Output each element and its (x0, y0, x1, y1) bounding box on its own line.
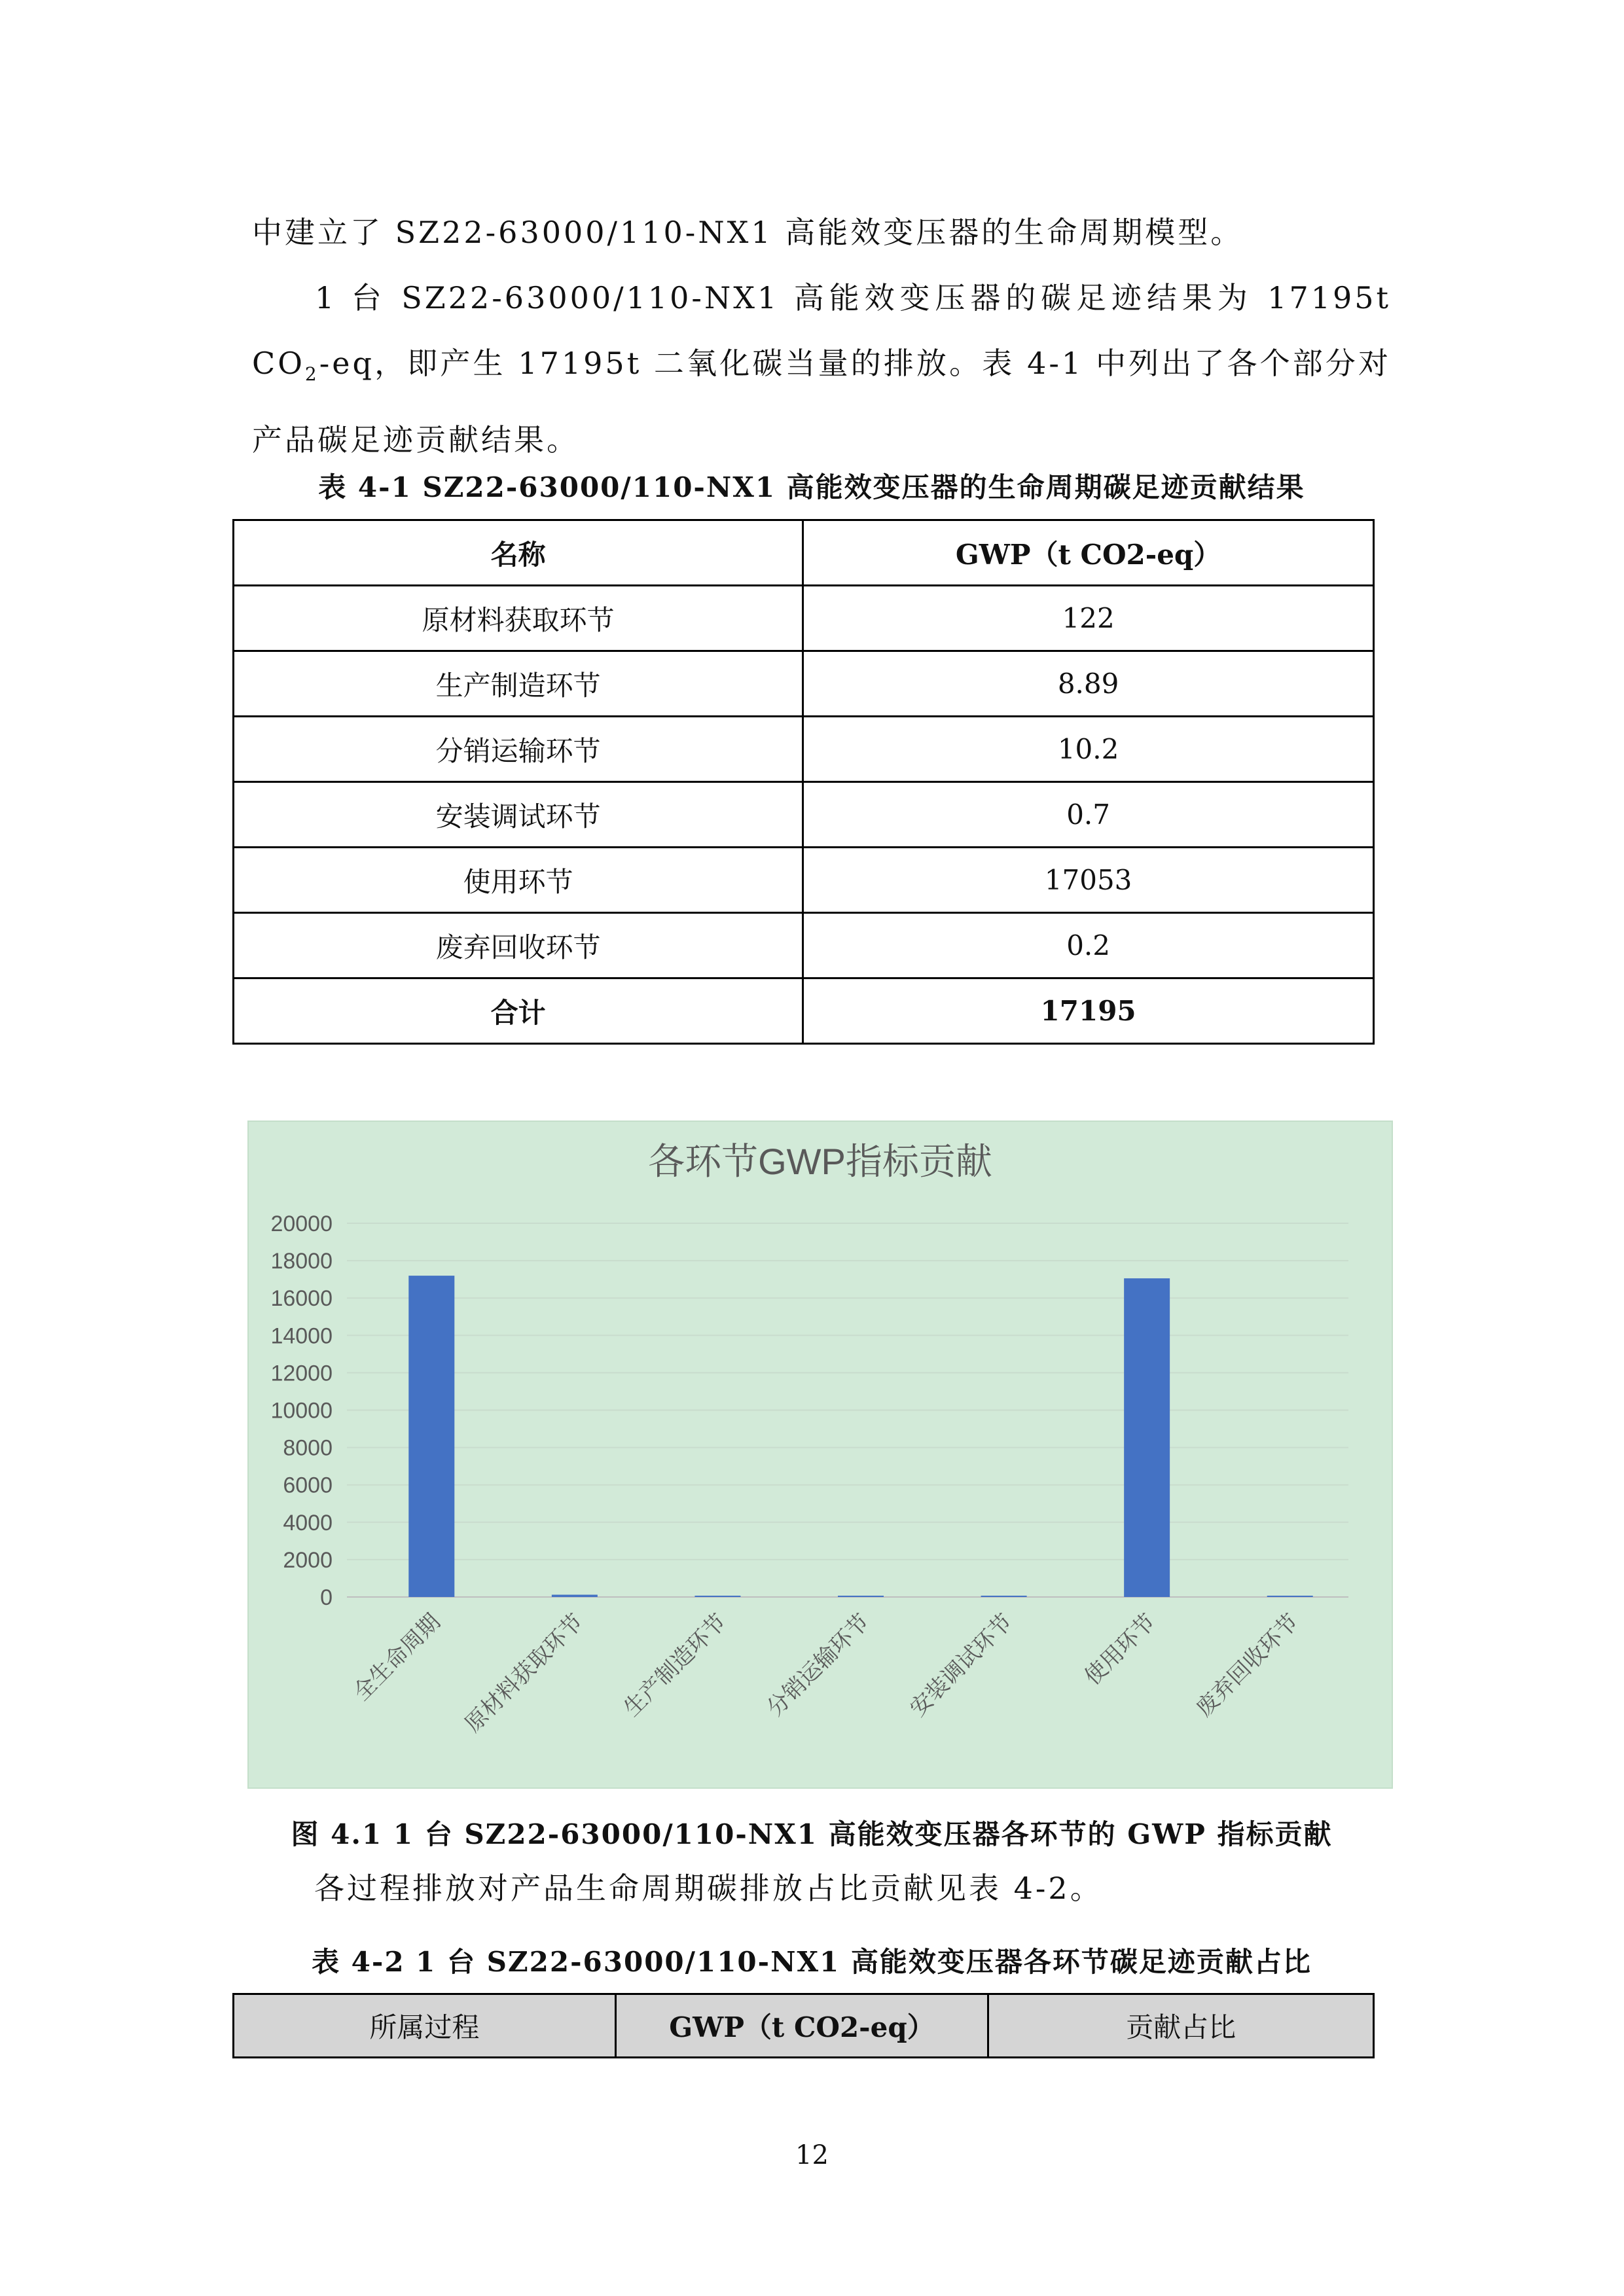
figure-caption: 图 4.1 1 台 SZ22-63000/110-NX1 高能效变压器各环节的 GWP 指标贡献 (291, 1818, 1333, 1850)
chart-y-axis (270, 1211, 333, 1610)
x-tick-label: 使用环节 (1079, 1609, 1161, 1691)
table2-header-share: 贡献占比 (988, 1994, 1374, 2058)
table2-header-gwp: GWP（t CO2-eq） (615, 1994, 988, 2058)
bar (838, 1596, 884, 1597)
table2-header-process: 所属过程 (234, 1994, 616, 2058)
paragraph-result (252, 265, 1391, 473)
table1-total-label: 合计 (234, 978, 803, 1044)
chart-canvas (249, 1122, 1392, 1787)
table2-caption: 表 4-2 1 台 SZ22-63000/110-NX1 高能效变压器各环节碳足迹贡献占比 (312, 1946, 1312, 1978)
y-tick-label: 4000 (283, 1510, 333, 1535)
table1-cell-gwp: 0.7 (803, 782, 1374, 848)
y-tick-label: 10000 (270, 1398, 333, 1424)
table1-cell-stage: 废弃回收环节 (234, 913, 803, 978)
subscript-2: 2 (304, 363, 319, 386)
x-tick-label: 生产制造环节 (619, 1609, 732, 1722)
table-row (234, 913, 1374, 978)
y-tick-label: 2000 (283, 1547, 333, 1573)
table1 (232, 519, 1375, 1045)
y-tick-label: 16000 (270, 1286, 333, 1312)
x-tick-label: 安装调试环节 (905, 1609, 1018, 1722)
gwp-bar-chart (247, 1121, 1393, 1789)
table1-total-value: 17195 (803, 978, 1374, 1044)
bar (1124, 1278, 1170, 1597)
y-tick-label: 12000 (270, 1361, 333, 1386)
y-tick-label: 14000 (270, 1323, 333, 1349)
chart-gridlines (347, 1223, 1348, 1597)
chart-bars (408, 1276, 1312, 1597)
table1-cell-stage: 分销运输环节 (234, 717, 803, 782)
chart-x-axis (348, 1609, 1304, 1738)
bar (552, 1595, 598, 1597)
table2-header-row (234, 1994, 1374, 2058)
bar (981, 1596, 1027, 1597)
table-row (234, 651, 1374, 717)
table-row (234, 848, 1374, 913)
table1-header-name: 名称 (234, 520, 803, 586)
table1-cell-stage: 安装调试环节 (234, 782, 803, 848)
table1-caption: 表 4-1 SZ22-63000/110-NX1 高能效变压器的生命周期碳足迹贡献结果 (318, 471, 1305, 503)
table1-cell-gwp: 17053 (803, 848, 1374, 913)
table1-cell-gwp: 122 (803, 586, 1374, 651)
table1-cell-gwp: 0.2 (803, 913, 1374, 978)
paragraph-share: 各过程排放对产品生命周期碳排放占比贡献见表 4-2。 (314, 1871, 1103, 1906)
table1-total-row (234, 978, 1374, 1044)
x-tick-label: 分销运输环节 (761, 1609, 875, 1722)
table1-cell-stage: 原材料获取环节 (234, 586, 803, 651)
y-tick-label: 0 (320, 1585, 333, 1610)
table-row (234, 782, 1374, 848)
table1-cell-gwp: 8.89 (803, 651, 1374, 717)
table-row (234, 717, 1374, 782)
y-tick-label: 18000 (270, 1249, 333, 1274)
table1-header-row (234, 520, 1374, 586)
table2 (232, 1993, 1375, 2058)
y-tick-label: 6000 (283, 1473, 333, 1498)
page-number: 12 (795, 2140, 829, 2170)
table1-header-gwp: GWP（t CO2-eq） (803, 520, 1374, 586)
bar (408, 1276, 454, 1597)
chart-title: 各环节GWP指标贡献 (648, 1141, 992, 1182)
y-tick-label: 8000 (283, 1435, 333, 1461)
table-row (234, 586, 1374, 651)
bar (695, 1596, 740, 1597)
table1-cell-stage: 使用环节 (234, 848, 803, 913)
paragraph-result-part-a: 1 台 SZ22-63000/110-NX1 高能效变压器的碳足迹结果为 17195t CO (252, 280, 1391, 381)
x-tick-label: 原材料获取环节 (460, 1609, 589, 1738)
bar (1267, 1596, 1313, 1597)
x-tick-label: 废弃回收环节 (1191, 1609, 1305, 1722)
paragraph-intro-end: 中建立了 SZ22-63000/110-NX1 高能效变压器的生命周期模型。 (252, 215, 1244, 250)
table1-cell-gwp: 10.2 (803, 717, 1374, 782)
x-tick-label: 全生命周期 (348, 1609, 446, 1706)
y-tick-label: 20000 (270, 1211, 333, 1236)
paragraph-result-part-b: -eq，即产生 17195t 二氧化碳当量的排放。表 4-1 中列出了各个部分对产品碳足迹贡献结果。 (252, 346, 1391, 458)
table1-cell-stage: 生产制造环节 (234, 651, 803, 717)
